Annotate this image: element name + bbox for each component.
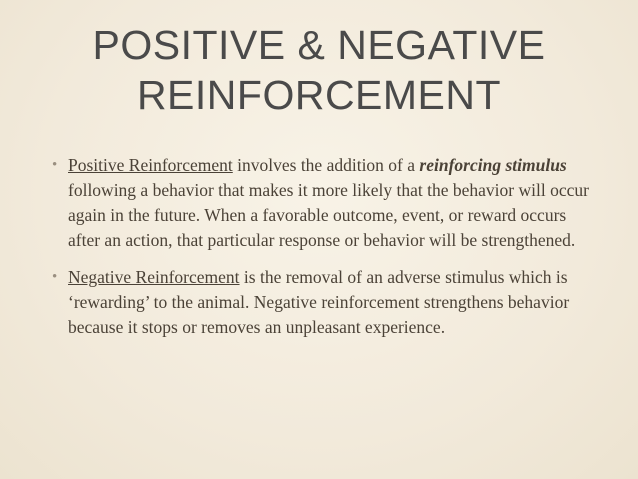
- term-positive-reinforcement: Positive Reinforcement: [68, 155, 233, 175]
- emphasis-reinforcing-stimulus: reinforcing stimulus: [419, 155, 567, 175]
- bullet-text: following a behavior that makes it more likely that the behavior will occur again in the future. When a favorable outcome, event, or reward occurs after an action, that particular response or behavior will be strengthened.: [68, 180, 589, 250]
- slide-title: [20, 20, 618, 120]
- bullet-text: involves the addition of a: [232, 155, 420, 175]
- bullet-marker: •: [52, 269, 58, 285]
- bullet-marker: •: [52, 157, 58, 173]
- bullet-positive-reinforcement: [52, 153, 592, 253]
- bullet-negative-reinforcement: [52, 265, 592, 340]
- slide-title-line-1: POSITIVE & NEGATIVE: [92, 22, 546, 68]
- slide-title-line-2: REINFORCEMENT: [136, 72, 502, 118]
- term-negative-reinforcement: Negative Reinforcement: [68, 267, 240, 287]
- bullet-list: [52, 153, 592, 340]
- bullet-text: is the removal of an adverse stimulus which is ‘rewarding’ to the animal. Negative reinforcement strengthens behavior because it stops or removes an unpleasant experience.: [68, 267, 570, 337]
